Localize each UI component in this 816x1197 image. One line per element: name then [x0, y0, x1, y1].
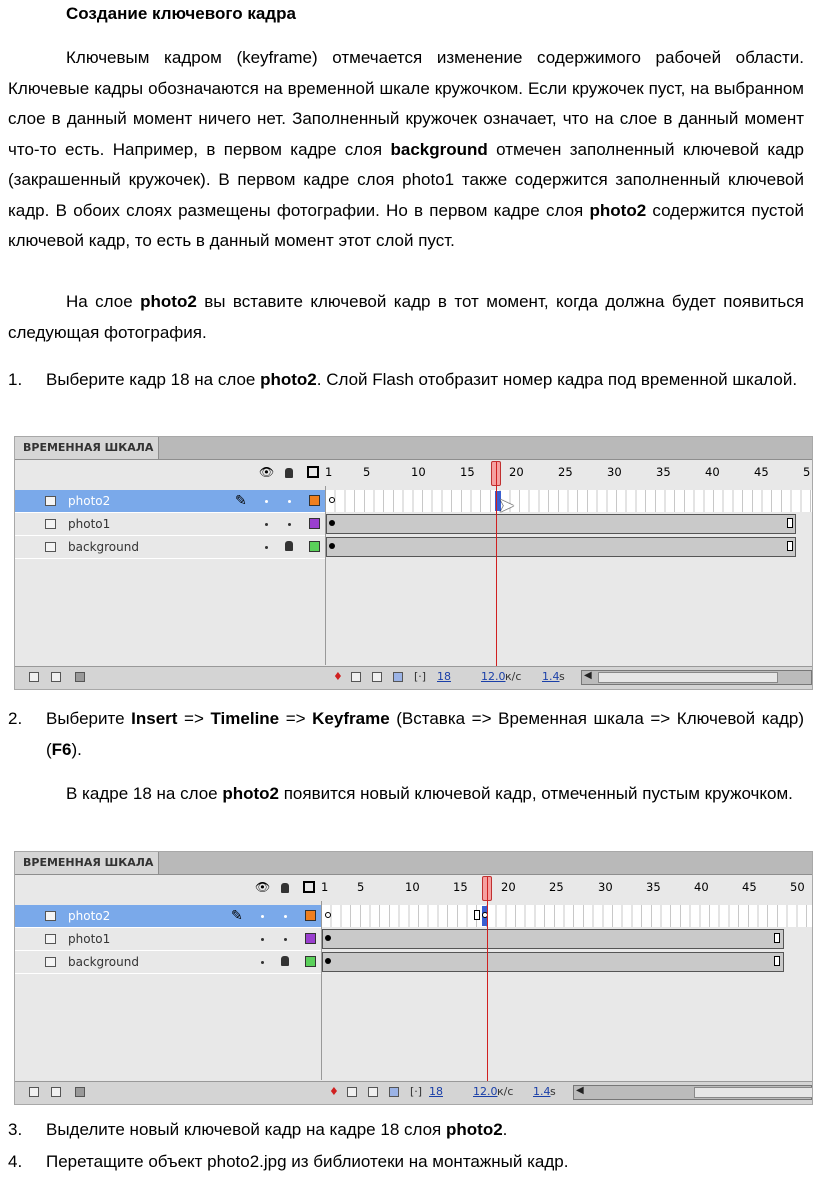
visibility-dot[interactable]	[261, 961, 264, 964]
new-folder-icon[interactable]	[51, 1087, 61, 1097]
step-number: 2.	[8, 709, 23, 728]
ruler-label: 30	[598, 880, 613, 894]
onion-outline-icon[interactable]	[372, 672, 382, 682]
outline-color-swatch[interactable]	[309, 495, 320, 506]
lock-icon[interactable]	[285, 541, 293, 551]
step-number: 3.	[8, 1120, 23, 1139]
step-number: 4.	[8, 1152, 23, 1171]
outline-icon[interactable]	[307, 466, 319, 478]
step-1	[8, 365, 804, 396]
intro-paragraph: Ключевым кадром (keyframe) отмечается изменение содержимого рабочей области. Ключевые кадры обозначаются на временной шкале кружочком. Если кружочек пуст, на выбранном слое в данный момент ничего нет. Заполненный кружочек означает, что на слое в данный момент что-то есть. Например, в первом кадре слоя background отмечен заполненный ключевой кадр (закрашенный кружочек). В первом кадре слоя photo1 также содержится заполненный ключевой кадр. В обоих слоях размещены фотографии. Но в первом кадре слоя photo2 содержится пустой ключевой кадр, то есть в данный момент этот слой пуст.	[8, 48, 805, 250]
center-frame-icon[interactable]: ♦	[329, 1085, 339, 1098]
timeline-tab[interactable]: ВРЕМЕННАЯ ШКАЛА	[15, 852, 159, 874]
outline-color-swatch[interactable]	[309, 541, 320, 552]
frame-ruler[interactable]	[325, 460, 812, 486]
onion-skin-icon[interactable]	[347, 1087, 357, 1097]
frame-row-background[interactable]	[326, 536, 812, 558]
outline-color-swatch[interactable]	[305, 910, 316, 921]
empty-keyframe[interactable]	[329, 497, 335, 503]
trash-icon[interactable]	[75, 672, 85, 682]
outline-color-swatch[interactable]	[305, 956, 316, 967]
frame-row-background[interactable]	[322, 951, 812, 973]
current-frame-value: 18	[437, 670, 451, 683]
layer-icon	[45, 957, 56, 967]
layer-photo2[interactable]	[15, 905, 321, 928]
frame-span[interactable]	[326, 514, 796, 534]
new-layer-icon[interactable]	[29, 672, 39, 682]
layer-name: background	[68, 540, 139, 554]
frame-row-photo2[interactable]	[326, 490, 812, 512]
timeline-statusbar	[15, 1081, 812, 1104]
step-2	[8, 704, 804, 765]
ruler-label: 45	[742, 880, 757, 894]
modify-markers-icon[interactable]: [·]	[414, 670, 427, 683]
new-folder-icon[interactable]	[51, 672, 61, 682]
step-text: Выберите Insert => Timeline => Keyframe (Вставка => Временная шкала => Ключевой кадр) (F6).	[46, 709, 804, 759]
scroll-left-icon[interactable]: ◀	[584, 670, 592, 681]
elapsed-time-unit: s	[550, 1085, 556, 1098]
ruler-label: 45	[754, 465, 769, 479]
step-3	[8, 1115, 804, 1146]
layer-icon	[45, 911, 56, 921]
ruler-label: 25	[549, 880, 564, 894]
center-frame-icon[interactable]: ♦	[333, 670, 343, 683]
frame-area[interactable]	[326, 486, 812, 665]
playhead-line	[496, 462, 497, 666]
ruler-label: 50	[790, 880, 805, 894]
layer-icon	[45, 934, 56, 944]
frame-row-photo1[interactable]	[322, 928, 812, 950]
step-text: Перетащите объект photo2.jpg из библиотеки на монтажный кадр.	[46, 1152, 569, 1171]
ruler-label: 30	[607, 465, 622, 479]
pencil-icon: ✎	[235, 493, 247, 509]
step-text: Выберите кадр 18 на слое photo2. Слой Flash отобразит номер кадра под временной шкалой.	[46, 370, 798, 389]
layer-photo1[interactable]	[15, 928, 321, 951]
fps-value: 12.0	[473, 1085, 498, 1098]
photo2-paragraph: На слое photo2 вы вставите ключевой кадр в тот момент, когда должна будет появиться следующая фотография.	[8, 292, 804, 342]
pencil-icon: ✎	[231, 908, 243, 924]
result-paragraph: В кадре 18 на слое photo2 появится новый ключевой кадр, отмеченный пустым кружочком.	[66, 784, 793, 803]
fps-unit: к/с	[505, 670, 522, 683]
frame-area[interactable]	[322, 901, 812, 1080]
onion-outline-icon[interactable]	[368, 1087, 378, 1097]
ruler-label: 10	[411, 465, 426, 479]
layer-background[interactable]	[15, 951, 321, 974]
edit-multiple-icon[interactable]	[389, 1087, 399, 1097]
filled-keyframe[interactable]	[329, 520, 335, 526]
ruler-label: 40	[694, 880, 709, 894]
timeline-statusbar	[15, 666, 812, 689]
scroll-left-icon[interactable]: ◀	[576, 1085, 584, 1096]
layer-name: photo2	[68, 909, 111, 923]
layer-photo1[interactable]	[15, 513, 325, 536]
outline-icon[interactable]	[303, 881, 315, 893]
ruler-label: 35	[656, 465, 671, 479]
elapsed-time-unit: s	[559, 670, 565, 683]
lock-icon[interactable]	[285, 468, 293, 478]
fps-unit: к/с	[497, 1085, 514, 1098]
outline-color-swatch[interactable]	[305, 933, 316, 944]
scroll-thumb[interactable]	[598, 672, 778, 683]
layer-name: photo1	[68, 517, 111, 531]
visibility-dot[interactable]	[261, 915, 264, 918]
layer-name: photo1	[68, 932, 111, 946]
layer-icon	[45, 542, 56, 552]
ruler-label: 5	[803, 465, 811, 479]
frame-span[interactable]	[322, 929, 784, 949]
timeline-tabbar	[15, 437, 812, 460]
onion-skin-icon[interactable]	[351, 672, 361, 682]
visibility-dot[interactable]	[265, 500, 268, 503]
step-4	[8, 1147, 804, 1178]
layer-icon	[45, 496, 56, 506]
ruler-label: 35	[646, 880, 661, 894]
modify-markers-icon[interactable]: [·]	[410, 1085, 423, 1098]
end-frame[interactable]	[774, 933, 780, 943]
lock-icon[interactable]	[281, 883, 289, 893]
ruler-label: 40	[705, 465, 720, 479]
playhead-line	[487, 877, 488, 1081]
ruler-label: 1	[325, 465, 333, 479]
step-text: Выделите новый ключевой кадр на кадре 18 слоя photo2.	[46, 1120, 508, 1139]
ruler-label: 20	[501, 880, 516, 894]
current-frame-value: 18	[429, 1085, 443, 1098]
section-title: Создание ключевого кадра	[66, 4, 296, 23]
empty-keyframe[interactable]	[325, 912, 331, 918]
ruler-label: 15	[460, 465, 475, 479]
visibility-dot[interactable]	[261, 938, 264, 941]
frame-span[interactable]	[322, 952, 784, 972]
timeline-tab[interactable]: ВРЕМЕННАЯ ШКАЛА	[15, 437, 159, 459]
frame-span[interactable]	[326, 537, 796, 557]
filled-keyframe[interactable]	[329, 543, 335, 549]
step-number: 1.	[8, 370, 23, 389]
layer-list	[15, 901, 322, 1080]
lock-dot[interactable]	[284, 915, 287, 918]
elapsed-time-value: 1.4	[533, 1085, 551, 1098]
end-frame[interactable]	[787, 518, 793, 528]
ruler-label: 20	[509, 465, 524, 479]
lock-dot[interactable]	[284, 938, 287, 941]
end-frame[interactable]	[774, 956, 780, 966]
fps-value: 12.0	[481, 670, 506, 683]
filled-keyframe[interactable]	[325, 935, 331, 941]
visibility-dot[interactable]	[265, 546, 268, 549]
layer-background[interactable]	[15, 536, 325, 559]
filled-keyframe[interactable]	[325, 958, 331, 964]
eye-icon[interactable]: 👁	[259, 465, 275, 479]
frame-ruler[interactable]	[321, 875, 812, 901]
elapsed-time-value: 1.4	[542, 670, 560, 683]
timeline-tabbar	[15, 852, 812, 875]
horizontal-scrollbar[interactable]	[573, 1085, 812, 1100]
scroll-thumb[interactable]	[694, 1087, 813, 1098]
frame-row-photo1[interactable]	[326, 513, 812, 535]
layer-name: background	[68, 955, 139, 969]
ruler-label: 10	[405, 880, 420, 894]
timeline-panel-2	[14, 851, 813, 1105]
outline-color-swatch[interactable]	[309, 518, 320, 529]
layer-list	[15, 486, 326, 665]
layer-photo2[interactable]	[15, 490, 325, 513]
visibility-dot[interactable]	[265, 523, 268, 526]
ruler-label: 1	[321, 880, 329, 894]
horizontal-scrollbar[interactable]	[581, 670, 812, 685]
mouse-cursor-icon: ➤	[498, 493, 515, 517]
timeline-panel-1	[14, 436, 813, 690]
new-layer-icon[interactable]	[29, 1087, 39, 1097]
lock-dot[interactable]	[288, 500, 291, 503]
layer-icon	[45, 519, 56, 529]
lock-dot[interactable]	[288, 523, 291, 526]
end-frame[interactable]	[787, 541, 793, 551]
ruler-label: 15	[453, 880, 468, 894]
ruler-label: 5	[357, 880, 365, 894]
layer-name: photo2	[68, 494, 111, 508]
end-frame[interactable]	[474, 910, 480, 920]
lock-icon[interactable]	[281, 956, 289, 966]
trash-icon[interactable]	[75, 1087, 85, 1097]
frame-row-photo2[interactable]	[322, 905, 812, 927]
ruler-label: 5	[363, 465, 371, 479]
edit-multiple-icon[interactable]	[393, 672, 403, 682]
eye-icon[interactable]: 👁	[255, 880, 271, 894]
ruler-label: 25	[558, 465, 573, 479]
